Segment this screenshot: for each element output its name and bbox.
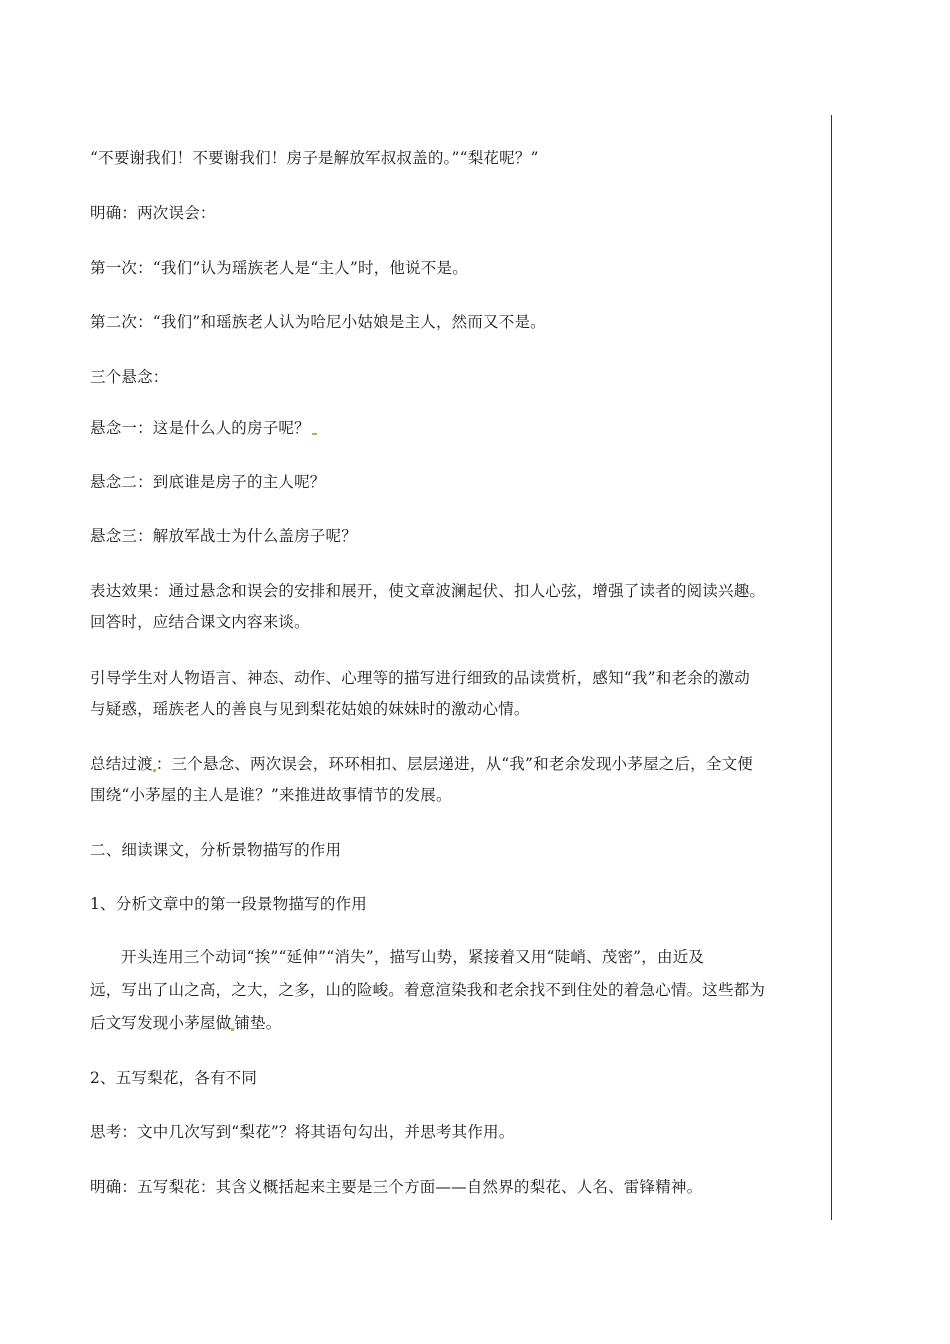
subsection-heading: 1、分析文章中的第一段景物描写的作用 (90, 895, 367, 913)
text-line (90, 414, 825, 443)
text-line: 明确：五写梨花：其含义概括起来主要是三个方面——自然界的梨花、人名、雷锋精神。 (90, 1178, 703, 1196)
text-run: 悬念一：这是什么人的房子呢？ (90, 419, 310, 437)
text-line: 开头连用三个动词“挨”“延伸”“消失”，描写山势，紧接着又用“陡峭、茂密”，由近及 (121, 948, 705, 966)
text-run: 后文写发现小茅屋做 (90, 1014, 232, 1032)
text-run: 总结过渡 (90, 755, 153, 773)
text-line: 表达效果：通过悬念和误会的安排和展开，使文章波澜起伏、扣人心弦，增强了读者的阅读兴趣。 (90, 582, 766, 600)
text-line: 悬念二：到底谁是房子的主人呢？ (90, 473, 326, 491)
annotation-mark (312, 433, 317, 435)
text-line: 第一次：“我们”认为瑶族老人是“主人”时，他说不是。 (90, 259, 468, 277)
section-heading: 二、细读课文，分析景物描写的作用 (90, 841, 342, 859)
text-line: 远，写出了山之高，之大，之多，山的险峻。着意渲染我和老余找不到住处的着急心情。这些都为 (90, 981, 766, 999)
text-line: 悬念三：解放军战士为什么盖房子呢？ (90, 527, 357, 545)
text-line: 引导学生对人物语言、神态、动作、心理等的描写进行细致的品读赏析，感知“我”和老余的激动 (90, 669, 750, 687)
text-run: ：三个悬念、两次误会，环环相扣、层层递进，从“我”和老余发现小茅屋之后，全文便 (155, 755, 753, 773)
text-line: 三个悬念： (90, 368, 169, 386)
text-line (90, 1009, 825, 1038)
text-line: 与疑惑，瑶族老人的善良与见到梨花姑娘的妹妹时的激动心情。 (90, 700, 530, 718)
text-line: 围绕“小茅屋的主人是谁？”来推进故事情节的发展。 (90, 786, 452, 804)
subsection-heading: 2、五写梨花，各有不同 (90, 1069, 258, 1087)
text-line (90, 750, 825, 779)
text-line: 回答时，应结合课文内容来谈。 (90, 613, 310, 631)
right-margin-rule (831, 115, 832, 1220)
text-line: 思考：文中几次写到“梨花”？将其语句勾出，并思考其作用。 (90, 1123, 515, 1141)
text-line: “不要谢我们！不要谢我们！房子是解放军叔叔盖的。”“梨花呢？” (90, 149, 539, 167)
text-line: 明确：两次误会： (90, 204, 216, 222)
text-run: 铺垫。 (234, 1014, 282, 1032)
text-line: 第二次：“我们”和瑶族老人认为哈尼小姑娘是主人，然而又不是。 (90, 313, 546, 331)
